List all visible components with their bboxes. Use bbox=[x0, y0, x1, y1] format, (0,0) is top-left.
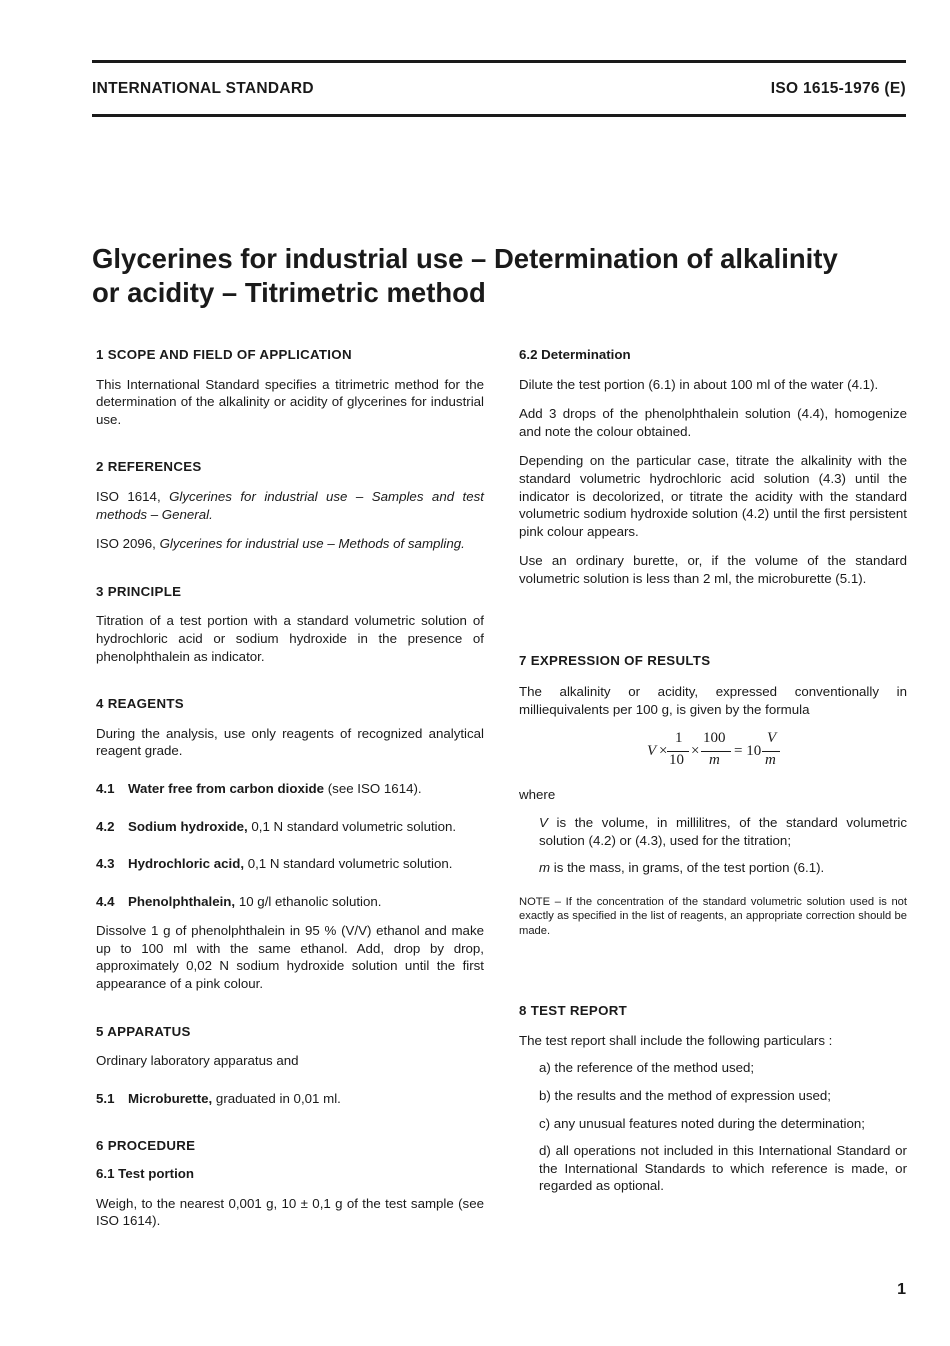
report-item-a: a) the reference of the method used; bbox=[539, 1060, 755, 1076]
section-7-note: NOTE – If the concentration of the standard volumetric solution used is not exactly as specified in the list of reagents, an appropriate correction should be made. bbox=[519, 895, 907, 937]
determination-step-3: Depending on the particular case, titrate the alkalinity with the standard volumetric hydrochloric acid solution (4.3) until the indicator is decolorized, or titrate the acidity with the standard volumetric sodium hydroxide solution (4.2) until the first persistent pink colour appears. bbox=[519, 453, 907, 539]
apparatus-5-1-name: Microburette, bbox=[128, 1090, 213, 1106]
formula-denominator-2: m bbox=[709, 752, 720, 769]
left-column bbox=[96, 346, 484, 1230]
reagent-4-2 bbox=[96, 818, 484, 836]
apparatus-5-1 bbox=[96, 1090, 484, 1108]
section-2-heading: 2 REFERENCES bbox=[96, 459, 202, 475]
reagent-4-1 bbox=[96, 780, 484, 798]
reagent-4-4-preparation: Dissolve 1 g of phenolphthalein in 95 % (V/V) ethanol and make up to 100 ml with the same ethanol. Add, drop by drop, approximately 0,02 N sodium hydroxide solution until the first appearance of a pink colour. bbox=[96, 923, 484, 992]
formula-times-2: × bbox=[691, 743, 700, 760]
top-rule bbox=[92, 60, 906, 63]
formula-where: where bbox=[519, 787, 556, 803]
document-title bbox=[92, 242, 912, 310]
formula-denominator-1: 10 bbox=[669, 752, 684, 769]
section-4-heading: 4 REAGENTS bbox=[96, 696, 184, 712]
reference-iso-1614-number: ISO 1614, bbox=[96, 488, 170, 504]
reagent-4-3-desc: 0,1 N standard volumetric solution. bbox=[244, 856, 453, 872]
determination-step-1: Dilute the test portion (6.1) in about 100 ml of the water (4.1). bbox=[519, 376, 879, 392]
page-number: 1 bbox=[897, 1281, 906, 1298]
subsection-6-1-heading: 6.1 Test portion bbox=[96, 1166, 195, 1182]
reagent-4-4-number: 4.4 bbox=[96, 893, 115, 909]
determination-step-4: Use an ordinary burette, or, if the volume of the standard volumetric solution is less than 2 ml, the microburette (5.1). bbox=[519, 553, 907, 586]
section-8-intro: The test report shall include the following particulars : bbox=[519, 1032, 833, 1048]
reagent-4-3-number: 4.3 bbox=[96, 856, 115, 872]
reagent-4-2-number: 4.2 bbox=[96, 818, 115, 834]
definition-volume bbox=[519, 814, 907, 849]
right-column bbox=[519, 346, 907, 1195]
formula-times-1: × bbox=[659, 743, 668, 760]
section-3-heading: 3 PRINCIPLE bbox=[96, 583, 182, 599]
formula-volume: V bbox=[647, 743, 657, 760]
section-3-text: Titration of a test portion with a standard volumetric solution of hydrochloric acid or sodium hydroxide in the presence of phenolphthalein as indicator. bbox=[96, 613, 484, 664]
section-1-text: This International Standard specifies a titrimetric method for the determination of the alkalinity or acidity of glycerines for industrial use. bbox=[96, 376, 484, 427]
report-item-d: d) all operations not included in this International Standard or the International Standards to which reference is made, or regarded as optional. bbox=[539, 1143, 907, 1194]
apparatus-5-1-number: 5.1 bbox=[96, 1090, 115, 1106]
subsection-6-1-text: Weigh, to the nearest 0,001 g, 10 ± 0,1 g of the test sample (see ISO 1614). bbox=[96, 1195, 484, 1229]
reagent-4-1-number: 4.1 bbox=[96, 780, 115, 796]
header-standard-label: INTERNATIONAL STANDARD bbox=[92, 80, 314, 97]
formula-denominator-3: m bbox=[765, 752, 776, 769]
report-item-c: c) any unusual features noted during the determination; bbox=[539, 1115, 865, 1131]
reagent-4-4 bbox=[96, 893, 484, 911]
reagent-4-3 bbox=[96, 855, 484, 873]
reagent-4-3-name: Hydrochloric acid, bbox=[128, 856, 245, 872]
reference-iso-1614 bbox=[96, 488, 484, 523]
definition-volume-symbol: V bbox=[539, 814, 548, 830]
section-7-intro: The alkalinity or acidity, expressed conventionally in milliequivalents per 100 g, is given by the formula bbox=[519, 684, 907, 717]
section-5-intro: Ordinary laboratory apparatus and bbox=[96, 1053, 299, 1069]
reagent-4-4-desc: 10 g/l ethanolic solution. bbox=[235, 893, 382, 909]
reference-iso-1614-title: Glycerines for industrial use – Samples and test methods – General. bbox=[96, 488, 484, 522]
definition-mass-text: is the mass, in grams, of the test portion (6.1). bbox=[550, 860, 825, 876]
reference-iso-2096 bbox=[96, 535, 484, 553]
determination-step-2: Add 3 drops of the phenolphthalein solution (4.4), homogenize and note the colour obtained. bbox=[519, 406, 907, 439]
section-4-intro: During the analysis, use only reagents of recognized analytical reagent grade. bbox=[96, 725, 484, 759]
section-6-heading: 6 PROCEDURE bbox=[96, 1138, 196, 1154]
section-5-heading: 5 APPARATUS bbox=[96, 1023, 191, 1039]
result-formula bbox=[519, 730, 907, 776]
formula-numerator-3: V bbox=[767, 730, 777, 747]
formula-numerator-1: 1 bbox=[675, 730, 683, 747]
reference-iso-2096-number: ISO 2096, bbox=[96, 536, 160, 552]
reagent-4-2-name: Sodium hydroxide, bbox=[128, 818, 248, 834]
reagent-4-1-desc: (see ISO 1614). bbox=[324, 780, 422, 796]
title-line-1: Glycerines for industrial use – Determination of alkalinity bbox=[92, 243, 838, 274]
reference-iso-2096-title: Glycerines for industrial use – Methods of sampling. bbox=[159, 536, 465, 552]
report-item-b: b) the results and the method of expression used; bbox=[539, 1087, 831, 1103]
apparatus-5-1-desc: graduated in 0,01 ml. bbox=[212, 1090, 341, 1106]
formula-numerator-2: 100 bbox=[703, 730, 726, 747]
reagent-4-1-name: Water free from carbon dioxide bbox=[128, 780, 325, 796]
definition-mass bbox=[519, 859, 907, 877]
title-line-2: or acidity – Titrimetric method bbox=[92, 277, 486, 308]
header-bottom-rule bbox=[92, 114, 906, 117]
section-1-heading: 1 SCOPE AND FIELD OF APPLICATION bbox=[96, 347, 352, 362]
subsection-6-2-heading: 6.2 Determination bbox=[519, 347, 631, 362]
reagent-4-4-name: Phenolphthalein, bbox=[128, 893, 236, 909]
definition-mass-symbol: m bbox=[539, 860, 551, 876]
definition-volume-text: is the volume, in millilitres, of the standard volumetric solution (4.2) or (4.3), used for the titration; bbox=[539, 814, 907, 848]
formula-equals: = 10 bbox=[734, 743, 762, 760]
section-8-heading: 8 TEST REPORT bbox=[519, 1003, 628, 1019]
section-7-heading: 7 EXPRESSION OF RESULTS bbox=[519, 652, 711, 668]
header-document-number: ISO 1615-1976 (E) bbox=[770, 80, 906, 97]
reagent-4-2-desc: 0,1 N standard volumetric solution. bbox=[247, 818, 457, 834]
